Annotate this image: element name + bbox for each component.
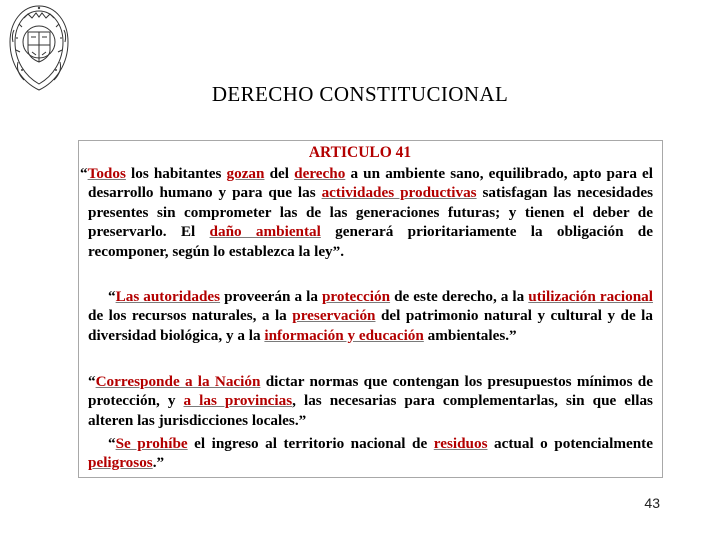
article-text-run: “ xyxy=(108,435,116,452)
article-text-run: generará prioritariamente la obligación de recomponer, según lo establezca la ley”. xyxy=(88,223,653,260)
article-title-text: ARTICULO 41 xyxy=(308,144,412,161)
article-paragraph-4 xyxy=(88,434,653,473)
highlighted-term: peligrosos xyxy=(88,454,153,472)
article-title xyxy=(0,144,720,162)
article-text-run: “ xyxy=(88,373,96,390)
article-text-run: de los recursos naturales, a la xyxy=(88,307,293,325)
article-text-run: .” xyxy=(152,454,165,472)
article-text-run: satisfagan las necesidades presentes sin comprometer las de las generaciones futuras; y tienen el deber de preservarlo. El xyxy=(88,184,654,241)
article-text-run: el ingreso al territorio nacional de xyxy=(187,435,434,452)
article-paragraph-1 xyxy=(80,164,654,261)
highlighted-term: Todos xyxy=(87,165,126,182)
article-text-run: del patrimonio natural y cultural y de la diversidad biológica, y a la xyxy=(88,307,653,344)
article-paragraph-3 xyxy=(88,372,653,430)
highlighted-term: utilización racional xyxy=(528,288,653,305)
highlighted-term: preservación xyxy=(292,307,376,325)
highlighted-term: a las provincias xyxy=(183,392,293,410)
article-text-run: , las necesarias para complementarlas, sin que ellas alteren las jurisdicciones locales.” xyxy=(88,392,653,429)
article-text-run: “ xyxy=(80,165,88,182)
article-text-run: actual o potencialmente xyxy=(487,435,653,452)
article-text-run: “ xyxy=(108,288,116,305)
highlighted-term: Las autoridades xyxy=(115,288,221,305)
highlighted-term: información y educación xyxy=(264,326,424,344)
article-text-run: del xyxy=(264,165,295,182)
article-text-run: proveerán a la xyxy=(220,288,322,305)
article-paragraph-2 xyxy=(88,287,653,345)
highlighted-term: actividades productivas xyxy=(321,184,477,202)
highlighted-term: residuos xyxy=(433,435,488,452)
article-text-run: de este derecho, a la xyxy=(390,288,529,305)
highlighted-term: protección xyxy=(321,288,391,305)
article-text-run: los habitantes xyxy=(125,165,227,182)
highlighted-term: Corresponde a la Nación xyxy=(95,373,261,390)
slide-title-text: DERECHO CONSTITUCIONAL xyxy=(211,82,509,106)
slide-title xyxy=(0,82,720,107)
page-number: 43 xyxy=(644,495,660,511)
highlighted-term: daño ambiental xyxy=(209,223,321,241)
highlighted-term: gozan xyxy=(226,165,265,182)
highlighted-term: Se prohíbe xyxy=(115,435,188,452)
highlighted-term: derecho xyxy=(294,165,346,182)
article-text-run: ambientales.” xyxy=(423,326,517,344)
article-text-run: a un ambiente sano, equilibrado, apto para el desarrollo humano y para que las xyxy=(88,165,653,202)
article-text-run: dictar normas que contengan los presupuestos mínimos de protección, y xyxy=(88,373,653,410)
